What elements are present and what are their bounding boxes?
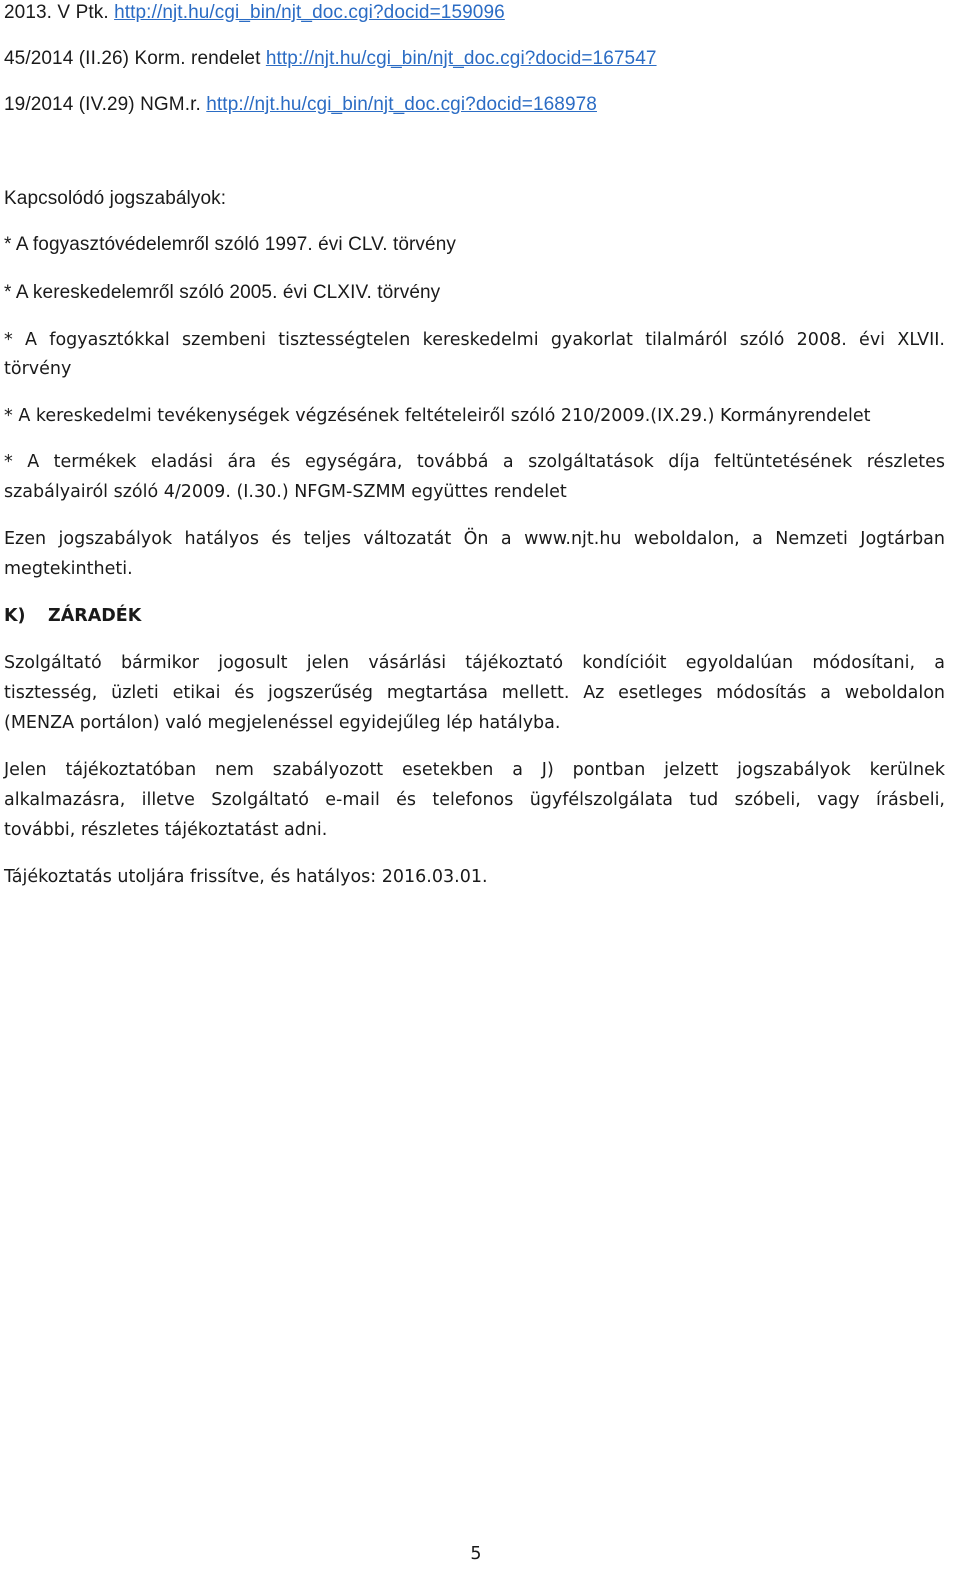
reference-line-ptk [4,2,505,24]
reference-line-korm [4,48,657,70]
section-title: ZÁRADÉK [48,606,142,626]
clause-paragraph-line: alkalmazásra, illetve Szolgáltató e-mail és telefonos ügyfélszolgálata tud szóbeli, vagy írásbeli, [4,790,945,810]
clause-paragraph-line: tisztesség, üzleti etikai és jogszerűség megtartása mellett. Az esetleges módosítás a weboldalon [4,683,945,703]
section-label: K) [4,606,26,626]
related-law-item: * A termékek eladási ára és egységára, továbbá a szolgáltatások díja feltüntetésének részletes [4,452,945,472]
last-updated-note: Tájékoztatás utoljára frissítve, és hatályos: 2016.03.01. [4,867,488,887]
reference-text: 45/2014 (II.26) Korm. rendelet [4,48,266,69]
njt-note: Ezen jogszabályok hatályos és teljes változatát Ön a www.njt.hu weboldalon, a Nemzeti Jogtárban [4,529,945,549]
reference-text: 2013. V Ptk. [4,2,115,23]
clause-paragraph-line: Jelen tájékoztatóban nem szabályozott esetekben a J) pontban jelzett jogszabályok kerülnek [4,760,945,780]
related-law-item-continuation: szabályairól szóló 4/2009. (I.30.) NFGM-SZMM együttes rendelet [4,482,567,502]
related-law-item: * A fogyasztókkal szembeni tisztességtelen kereskedelmi gyakorlat tilalmáról szóló 2008. évi XLVII. [4,330,945,350]
clause-paragraph-line: további, részletes tájékoztatást adni. [4,820,328,840]
section-k-heading [4,606,141,626]
reference-link[interactable]: http://njt.hu/cgi_bin/njt_doc.cgi?docid=168978 [206,94,597,115]
reference-link[interactable]: http://njt.hu/cgi_bin/njt_doc.cgi?docid=167547 [265,48,657,69]
related-law-item: * A kereskedelmi tevékenységek végzésének feltételeiről szóló 210/2009.(IX.29.) Kormányrendelet [4,406,871,426]
reference-text: 19/2014 (IV.29) NGM.r. [4,94,207,115]
page-number: 5 [470,1544,482,1564]
reference-line-ngm [4,94,597,116]
related-law-item: * A kereskedelemről szóló 2005. évi CLXIV. törvény [4,282,441,303]
related-law-item: * A fogyasztóvédelemről szóló 1997. évi CLV. törvény [4,234,456,255]
clause-paragraph-line: Szolgáltató bármikor jogosult jelen vásárlási tájékoztató kondícióit egyoldalúan módosítani, a [4,653,945,673]
related-law-item-continuation: törvény [4,359,72,379]
related-laws-heading: Kapcsolódó jogszabályok: [4,188,227,209]
njt-note-continuation: megtekintheti. [4,559,133,579]
clause-paragraph-line: (MENZA portálon) való megjelenéssel egyidejűleg lép hatályba. [4,713,561,733]
reference-link[interactable]: http://njt.hu/cgi_bin/njt_doc.cgi?docid=159096 [114,2,505,23]
